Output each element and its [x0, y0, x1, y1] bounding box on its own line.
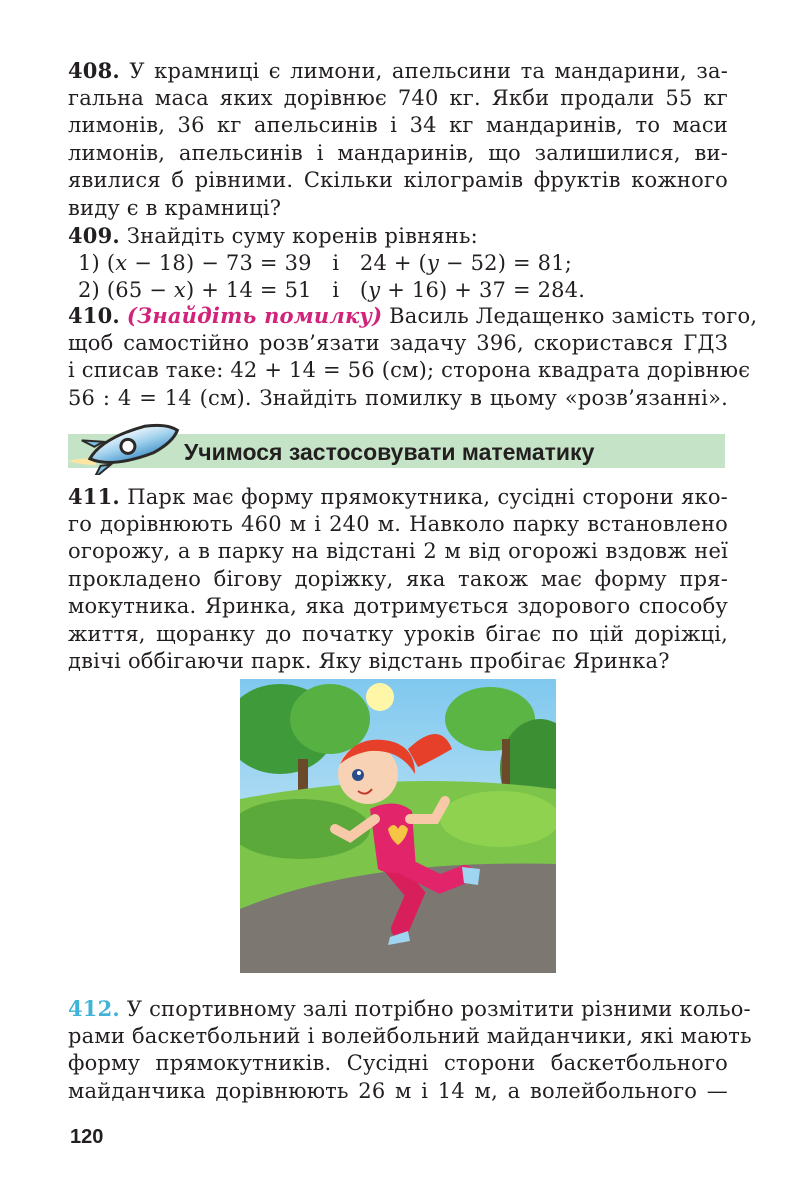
text-line: огорожу, а в парку на відстані 2 м від огорожі вздовж неї [68, 539, 728, 563]
text-line: У крамниці є лимони, апельсини та мандарини, за- [129, 59, 728, 83]
text-line: 56 : 4 = 14 (см). Знайдіть помилку в цьому «розв’язанні». [68, 385, 728, 410]
find-error-tag: (Знайдіть помилку) [126, 303, 383, 328]
problem-409 [68, 222, 728, 305]
text-line: го дорівнюють 460 м і 240 м. Навколо парку встановлено [68, 511, 728, 536]
text-line: лимонів, апельсинів і мандаринів, що залишилися, ви- [68, 140, 728, 165]
problem-410 [68, 302, 758, 412]
problem-number: 412. [68, 996, 120, 1021]
equation-1: 1) (x − 18) − 73 = 39 і 24 + (y − 52) = 81; [78, 250, 573, 275]
problem-411-line: 411. Парк має форму прямокутника, сусідні сторони яко- [68, 484, 728, 509]
section-title: Учимося застосовувати математику [184, 439, 595, 465]
problem-411 [68, 483, 728, 676]
text-line: і списав таке: 42 + 14 = 56 (см); сторона квадрата дорівнює [68, 358, 751, 382]
problem-412-line: 412. У спортивному залі потрібно розмітити різними кольо- [68, 996, 751, 1021]
problem-408-line [68, 57, 728, 85]
page-number: 120 [70, 1126, 104, 1148]
running-girl-illustration [240, 679, 556, 973]
problem-number: 411. [68, 484, 120, 509]
text-line: явилися б рівними. Скільки кілограмів фруктів кожного [68, 168, 728, 192]
problem-409-line [68, 222, 728, 250]
problem-408 [68, 57, 728, 222]
text-line: прокладено бігову доріжку, яка також має форму пря- [68, 566, 728, 591]
text-line: виду є в крамниці? [68, 195, 282, 220]
text-line: рами баскетбольний і волейбольний майданчики, які мають [68, 1023, 752, 1048]
equation-2: 2) (65 − x) + 14 = 51 і (y + 16) + 37 = 284. [78, 278, 586, 302]
text-line: майданчика дорівнюють 26 м і 14 м, а волейбольного — [68, 1078, 728, 1103]
text-line: форму прямокутників. Сусідні сторони баскетбольного [68, 1051, 728, 1075]
problem-number: 409. [68, 223, 120, 248]
text-line: мокутника. Яринка, яка дотримується здорового способу [68, 594, 728, 618]
text-line: двічі оббігаючи парк. Яку відстань пробігає Яринка? [68, 649, 670, 673]
text-line: життя, щоранку до початку уроків бігає по цій доріжці, [68, 621, 728, 646]
rocket-icon [66, 415, 186, 475]
problem-number: 408. [68, 58, 120, 83]
problem-number: 410. [68, 303, 120, 328]
problem-410-line: 410. (Знайдіть помилку) Василь Ледащенко замість того, [68, 303, 758, 328]
problem-412 [68, 995, 752, 1105]
text-line: щоб самостійно розв’язати задачу 396, скористався ГДЗ [68, 330, 728, 355]
text-line: лимонів, 36 кг апельсинів і 34 кг мандаринів, то маси [68, 113, 728, 137]
text-line: Знайдіть суму коренів рівнянь: [126, 224, 478, 248]
text-line: гальна маса яких дорівнює 740 кг. Якби продали 55 кг [68, 85, 728, 110]
